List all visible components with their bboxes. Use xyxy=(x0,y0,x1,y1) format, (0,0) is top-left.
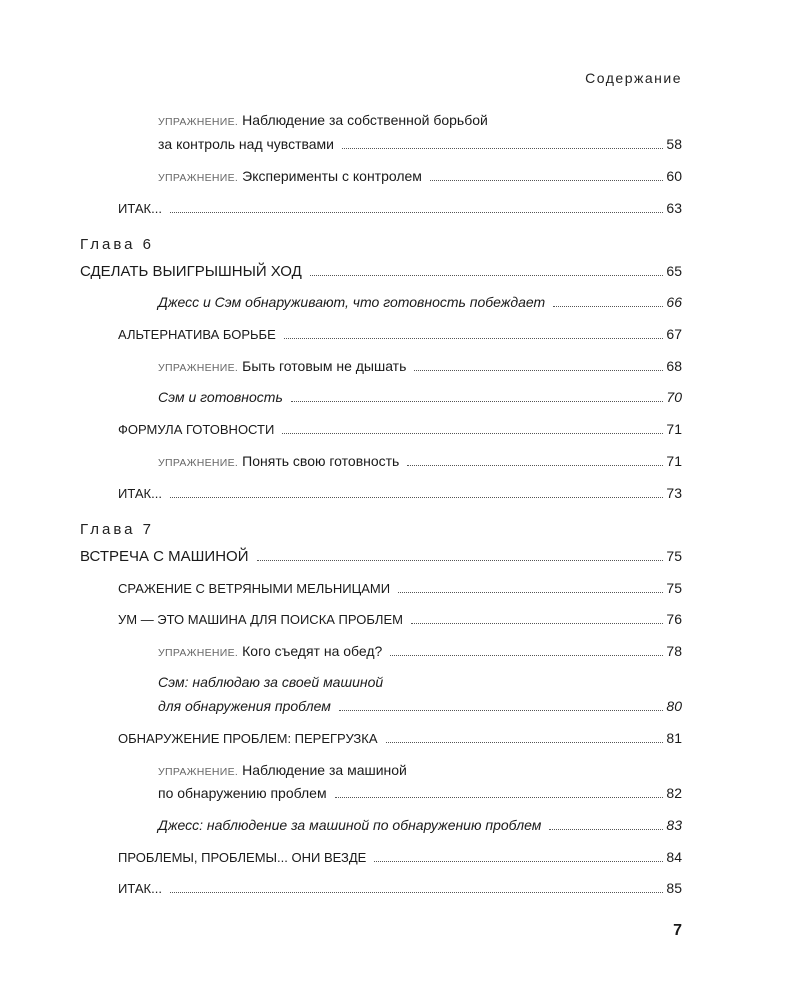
entry-title: АЛЬТЕРНАТИВА БОРЬБЕ xyxy=(118,327,276,342)
chapter-label: Глава 6 xyxy=(80,236,155,253)
entry-page: 75 xyxy=(666,580,682,596)
entry-page: 67 xyxy=(666,326,682,342)
leader-dots xyxy=(411,622,663,624)
entry-page: 60 xyxy=(666,168,682,184)
toc-entry[interactable] xyxy=(118,420,682,439)
leader-dots xyxy=(310,274,664,276)
entry-title: ОБНАРУЖЕНИЕ ПРОБЛЕМ: ПЕРЕГРУЗКА xyxy=(118,731,378,746)
leader-dots xyxy=(430,179,663,181)
entry-title: Джесс и Сэм обнаруживают, что готовность побеждает xyxy=(158,294,546,310)
entry-title: ИТАК... xyxy=(118,201,162,216)
leader-dots xyxy=(339,709,664,711)
toc-entry-line xyxy=(158,673,383,691)
entry-page: 80 xyxy=(666,698,682,714)
entry-page: 84 xyxy=(666,849,682,865)
leader-dots xyxy=(414,369,663,371)
running-head: Содержание xyxy=(585,70,682,86)
entry-page: 63 xyxy=(666,200,682,216)
entry-title: ПРОБЛЕМЫ, ПРОБЛЕМЫ... ОНИ ВЕЗДЕ xyxy=(118,850,367,865)
leader-dots xyxy=(170,211,663,213)
entry-page: 58 xyxy=(666,136,682,152)
exercise-prefix: УПРАЖНЕНИЕ. xyxy=(158,647,239,659)
entry-title: Джесс: наблюдение за машиной по обнаружению проблем xyxy=(158,817,542,833)
leader-dots xyxy=(282,432,663,434)
toc-entry-line xyxy=(158,761,407,781)
toc-entry[interactable] xyxy=(158,135,682,153)
entry-page: 71 xyxy=(666,453,682,469)
entry-title: ФОРМУЛА ГОТОВНОСТИ xyxy=(118,422,275,437)
toc-entry[interactable] xyxy=(118,848,682,867)
entry-title: СРАЖЕНИЕ С ВЕТРЯНЫМИ МЕЛЬНИЦАМИ xyxy=(118,581,391,596)
entry-page: 71 xyxy=(666,421,682,437)
leader-dots xyxy=(170,496,663,498)
chapter-entry[interactable] xyxy=(80,547,682,566)
entry-title: Эксперименты с контролем xyxy=(242,168,422,184)
entry-title: УМ — ЭТО МАШИНА ДЛЯ ПОИСКА ПРОБЛЕМ xyxy=(118,612,403,627)
entry-page: 65 xyxy=(666,263,682,279)
exercise-prefix: УПРАЖНЕНИЕ. xyxy=(158,766,239,778)
toc-entry[interactable] xyxy=(158,784,682,802)
entry-title: Сэм и готовность xyxy=(158,389,283,405)
toc-entry[interactable] xyxy=(118,484,682,503)
toc-entry[interactable] xyxy=(118,325,682,344)
entry-title-line1: Наблюдение за собственной борьбой xyxy=(242,112,488,128)
leader-dots xyxy=(335,796,664,798)
entry-title-line1: Наблюдение за машиной xyxy=(242,762,407,778)
entry-page: 75 xyxy=(666,548,682,564)
entry-title-line2: по обнаружению проблем xyxy=(158,785,327,801)
chapter-title: СДЕЛАТЬ ВЫИГРЫШНЫЙ ХОД xyxy=(80,263,302,280)
entry-page: 76 xyxy=(666,611,682,627)
page-number: 7 xyxy=(673,922,682,939)
toc-entry[interactable] xyxy=(158,388,682,406)
toc-entry[interactable] xyxy=(158,167,682,187)
entry-title: Понять свою готовность xyxy=(242,453,400,469)
entry-title: Быть готовым не дышать xyxy=(242,358,407,374)
chapter-entry[interactable] xyxy=(80,262,682,281)
exercise-prefix: УПРАЖНЕНИЕ. xyxy=(158,172,239,184)
toc-entry[interactable] xyxy=(158,697,682,715)
toc-entry[interactable] xyxy=(158,357,682,377)
leader-dots xyxy=(342,147,663,149)
entry-page: 85 xyxy=(666,880,682,896)
entry-page: 68 xyxy=(666,358,682,374)
entry-page: 70 xyxy=(666,389,682,405)
toc-entry[interactable] xyxy=(118,579,682,598)
toc-entry[interactable] xyxy=(118,199,682,218)
leader-dots xyxy=(291,400,664,402)
entry-page: 81 xyxy=(666,730,682,746)
entry-title: ИТАК... xyxy=(118,486,162,501)
exercise-prefix: УПРАЖНЕНИЕ. xyxy=(158,362,239,374)
entry-title-line1: Сэм: наблюдаю за своей машиной xyxy=(158,674,384,690)
leader-dots xyxy=(398,591,663,593)
entry-title: ИТАК... xyxy=(118,881,162,896)
entry-page: 66 xyxy=(666,294,682,310)
toc-entry[interactable] xyxy=(158,816,682,834)
leader-dots xyxy=(386,741,664,743)
entry-page: 82 xyxy=(666,785,682,801)
toc-entry-line xyxy=(158,111,488,131)
toc-entry[interactable] xyxy=(158,642,682,662)
chapter-label: Глава 7 xyxy=(80,521,155,538)
exercise-prefix: УПРАЖНЕНИЕ. xyxy=(158,457,239,469)
toc-entry[interactable] xyxy=(118,729,682,748)
toc-entry[interactable] xyxy=(158,293,682,311)
toc-entry[interactable] xyxy=(158,452,682,472)
entry-title-line2: за контроль над чувствами xyxy=(158,136,334,152)
toc-entry[interactable] xyxy=(118,610,682,629)
entry-page: 83 xyxy=(666,817,682,833)
chapter-title: ВСТРЕЧА С МАШИНОЙ xyxy=(80,548,249,565)
leader-dots xyxy=(284,337,664,339)
entry-title: Кого съедят на обед? xyxy=(242,643,383,659)
entry-page: 78 xyxy=(666,643,682,659)
leader-dots xyxy=(553,305,663,307)
leader-dots xyxy=(374,860,663,862)
exercise-prefix: УПРАЖНЕНИЕ. xyxy=(158,116,239,128)
entry-title-line2: для обнаружения проблем xyxy=(158,698,331,714)
leader-dots xyxy=(170,891,663,893)
entry-page: 73 xyxy=(666,485,682,501)
leader-dots xyxy=(549,828,663,830)
leader-dots xyxy=(390,654,663,656)
leader-dots xyxy=(407,464,663,466)
leader-dots xyxy=(257,559,664,561)
toc-entry[interactable] xyxy=(118,879,682,898)
